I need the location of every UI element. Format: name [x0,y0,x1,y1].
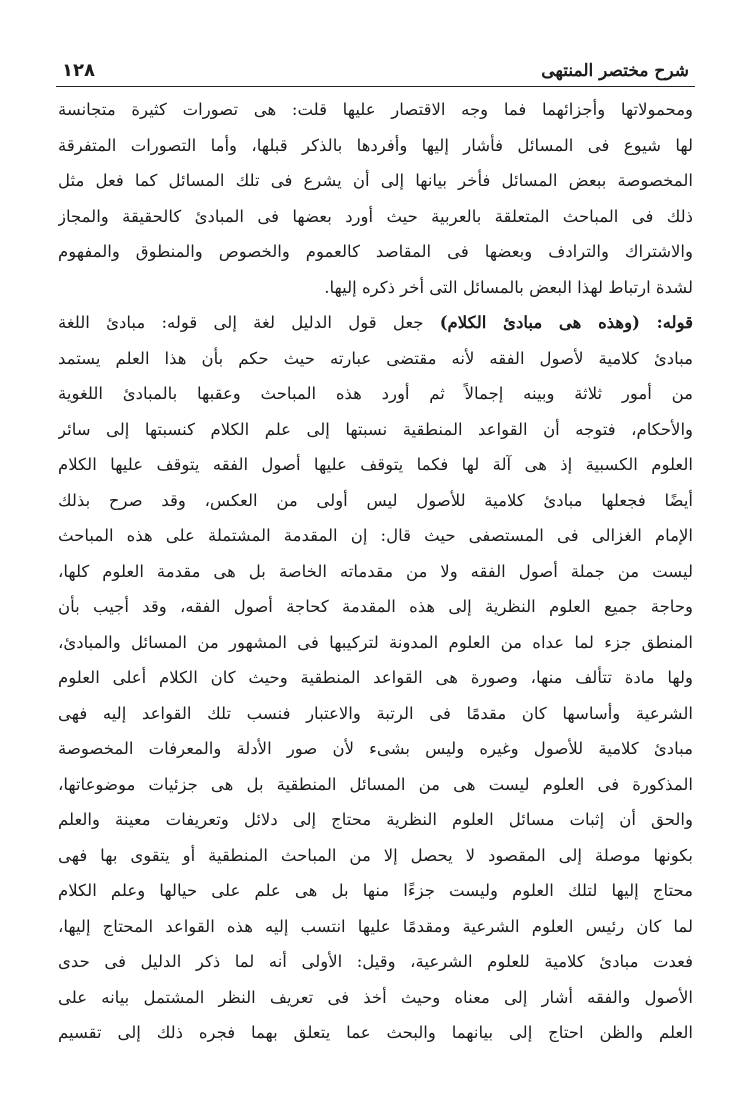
text-line: والحق أن إثبات مسائل العلوم النظرية محتاج إلى دلائل وتعريفات معينة والعلم [58,810,693,829]
text-line: من أمور ثلاثة وبينه إجمالاً ثم أورد هذه المباحث وعقبها بالمبادئ اللغوية [58,384,693,403]
text-line: بكونها موصلة إلى المقصود لا يحصل إلا من المباحث المنطقية أو يتقوى بها فهى [58,845,693,865]
text-line: والاشتراك والترادف وبعضها فى المقاصد كالعموم والخصوص والمنطوق والمفهوم [58,242,693,261]
text-line: وحاجة جميع العلوم النظرية إلى هذه المقدمة كحاجة أصول الفقه، وقد أجيب بأن [58,597,693,616]
text-line: ليست من جملة أصول الفقه ولا من مقدماته الخاصة بل هى مقدمة العلوم كلها، [58,561,693,581]
text-line: الإمام الغزالى فى المستصفى حيث قال: إن المقدمة المشتملة على هذه المباحث [58,526,693,545]
text-line: أيضًا فجعلها مبادئ كلامية للأصول ليس أولى من العكس، وقد صرح بذلك [58,490,693,510]
text-line: فعدت مبادئ كلامية للعلوم الشرعية، وقيل: الأولى أنه لما ذكر الدليل فى حدى [58,952,693,971]
text-line: المذكورة فى العلوم ليست هى من المسائل المنطقية بل هى جزئيات موضوعاتها، [58,774,693,794]
text-line: لشدة ارتباط لهذا البعض بالمسائل التى أخر ذكره إليها. [324,277,693,297]
paragraph-1 [58,92,693,305]
text-line: لما كان رئيس العلوم الشرعية ومقدمًا عليها انتسب إليه هذه القواعد المحتاج إليها، [58,916,693,936]
header-rule [56,86,695,87]
running-title: شرح مختصر المنتهى [541,61,689,81]
text-line: الأصول والفقه أشار إلى معناه وحيث أخذ فى تعريف النظر المشتمل بيانه على [58,987,693,1007]
page-number: ١٢٨ [62,60,95,81]
text-line: ولها مادة تتألف منها، وصورة هى القواعد المنطقية وحيث كان الكلام أعلى العلوم [58,668,693,687]
text-line: مبادئ كلامية لأصول الفقه لأنه مقتضى عبارته حيث حكم بأن هذا العلم يستمد [58,348,693,368]
text-line: ذلك فى المباحث المتعلقة بالعربية حيث أورد بعضها فى المبادئ كالحقيقة والمجاز [58,206,693,226]
text-line: الشرعية وأساسها كان مقدمًا فى الرتبة والاعتبار فنسب تلك القواعد إليه فهى [58,703,693,723]
page-header [58,58,693,84]
commentary-lemma: قوله: (وهذه هى مبادئ الكلام) [439,313,693,332]
text-line: المخصوصة ببعض المسائل فأخر بيانها إلى أن يشرع فى تلك المسائل كما فعل مثل [58,171,693,190]
text-line: والأحكام، فتوجه أن القواعد المنطقية نسبتها إلى علم الكلام كنسبتها إلى سائر [58,419,693,439]
text-line: المنطق جزء لما عداه من العلوم المدونة لتركيبها فى المشهور من المسائل والمبادئ، [58,632,693,652]
text-line: مبادئ كلامية للأصول وغيره وليس بشىء لأن صور الأدلة والمعرفات المخصوصة [58,739,693,758]
text-line: محتاج إليها لتلك العلوم وليست جزءًا منها بل هى علم على حيالها وعلم الكلام [58,881,693,900]
paragraph-2 [58,305,693,1051]
text-line: لها شيوع فى المسائل فأشار إليها وأفردها بالذكر قبلها، وأما التصورات المتفرقة [58,135,693,155]
lead-text: جعل قول الدليل لغة إلى قوله: مبادئ اللغة [58,313,440,332]
text-line: العلوم الكسبية إذ هى آلة لها فكما يتوقف عليها أصول الفقه يتوقف عليها الكلام [58,455,693,474]
body-text [58,92,693,1051]
text-line: العلم والظن احتاج إلى بيانهما والبحث عما يتعلق بهما فجره ذلك إلى تقسيم [58,1023,693,1042]
paragraph-lead-line [58,305,693,341]
text-line: ومحمولاتها وأجزائهما فما وجه الاقتصار عليها قلت: هى تصورات كثيرة متجانسة [58,100,693,119]
